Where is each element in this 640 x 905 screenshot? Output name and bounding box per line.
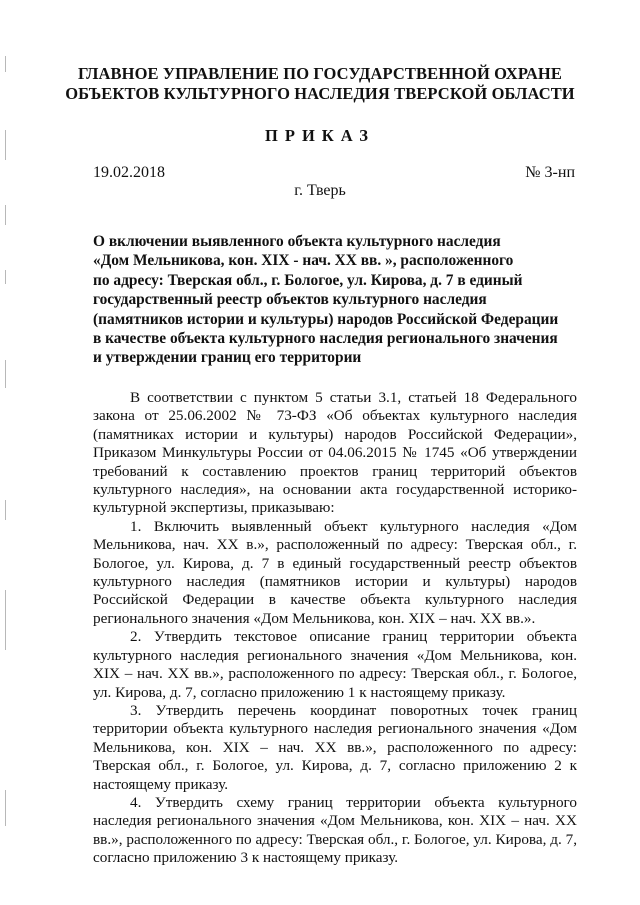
organization-header bbox=[0, 64, 640, 104]
scan-artifact bbox=[5, 790, 6, 826]
subject-line: в качестве объекта культурного наследия регионального значения bbox=[93, 330, 558, 348]
document-city: г. Тверь bbox=[294, 182, 346, 199]
preamble-paragraph: В соответствии с пунктом 5 статьи 3.1, статьей 18 Федерального закона от 25.06.2002 № 73-ФЗ «Об объектах культурного наследия (памятниках истории и культуры) народов Российской Федерации», Приказом Минкультуры России от 04.06.2015 № 1745 «Об утверждении требований к составлению проектов границ территорий объектов культурного наследия», на основании акта государственной историко-культурной экспертизы, приказываю: bbox=[93, 389, 577, 517]
order-subject bbox=[93, 232, 563, 368]
scan-artifact bbox=[5, 500, 6, 520]
scan-artifact bbox=[5, 205, 6, 225]
subject-line: государственный реестр объектов культурного наследия bbox=[93, 291, 487, 309]
document-title: ПРИКАЗ bbox=[265, 126, 375, 145]
order-body bbox=[93, 389, 577, 868]
order-item-4: 4. Утвердить схему границ территории объекта культурного наследия регионального значения «Дом Мельникова, кон. XIX – нач. XX вв.», расположенного по адресу: Тверская обл., г. Бологое, ул. Кирова, д. 7, согласно приложению 3 к настоящему приказу. bbox=[93, 793, 577, 867]
order-item-2: 2. Утвердить текстовое описание границ территории объекта культурного наследия регионального значения «Дом Мельникова, кон. XIX – нач. XX вв.», расположенного по адресу: Тверская обл., г. Бологое, ул. Кирова, д. 7, согласно приложению 1 к настоящему приказу. bbox=[93, 628, 577, 701]
document-number: № 3-нп bbox=[525, 164, 575, 181]
scan-artifact bbox=[5, 270, 6, 284]
scan-artifact bbox=[5, 360, 6, 388]
document-date: 19.02.2018 bbox=[93, 164, 165, 181]
header-line-2: ОБЪЕКТОВ КУЛЬТУРНОГО НАСЛЕДИЯ ТВЕРСКОЙ ОБЛАСТИ bbox=[65, 84, 575, 103]
subject-line: (памятников истории и культуры) народов Российской Федерации bbox=[93, 310, 559, 328]
order-item-3: 3. Утвердить перечень координат поворотных точек границ территории объекта культурного наследия регионального значения «Дом Мельникова, кон. XIX – нач. XX вв.», расположенного по адресу: Тверская обл., г. Бологое, ул. Кирова, д. 7, согласно приложению 2 к настоящему приказу. bbox=[93, 701, 577, 793]
scan-artifact bbox=[5, 590, 6, 650]
header-line-1: ГЛАВНОЕ УПРАВЛЕНИЕ ПО ГОСУДАРСТВЕННОЙ ОХРАНЕ bbox=[78, 64, 562, 83]
subject-line: «Дом Мельникова, кон. XIX - нач. XX вв. », расположенного bbox=[93, 252, 514, 270]
subject-line: О включении выявленного объекта культурного наследия bbox=[93, 233, 501, 250]
order-item-1: 1. Включить выявленный объект культурного наследия «Дом Мельникова, нач. XX в.», расположенный по адресу: Тверская обл., г. Бологое, ул. Кирова, д. 7 в единый государственный реестр объектов культурного наследия (памятников истории и культуры) народов Российской Федерации в качестве объекта культурного наследия регионального значения «Дом Мельникова, кон. XIX – нач. XX вв.». bbox=[93, 517, 577, 627]
subject-line: и утверждении границ его территории bbox=[93, 349, 362, 367]
subject-line: по адресу: Тверская обл., г. Бологое, ул. Кирова, д. 7 в единый bbox=[93, 271, 523, 289]
